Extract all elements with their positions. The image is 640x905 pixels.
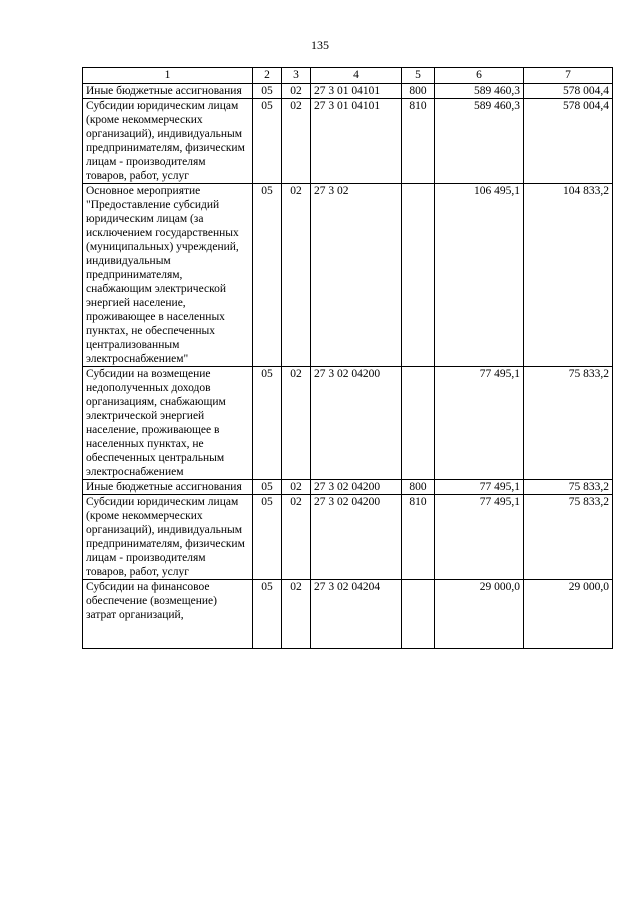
table-row <box>83 580 613 649</box>
row-name: Субсидии юридическим лицам (кроме некоммерческих организаций), индивидуальным предпринимателям, физическим лицам - производителям товаров, работ, услуг <box>83 99 253 184</box>
row-amount-2: 75 833,2 <box>524 495 613 580</box>
row-amount-2: 578 004,4 <box>524 84 613 99</box>
row-subsection: 02 <box>282 480 311 495</box>
row-subsection: 02 <box>282 367 311 480</box>
column-header: 4 <box>311 68 402 84</box>
row-section: 05 <box>253 184 282 367</box>
row-subsection: 02 <box>282 84 311 99</box>
table-row <box>83 367 613 480</box>
column-header: 1 <box>83 68 253 84</box>
row-expense-type <box>402 184 435 367</box>
row-name: Основное мероприятие "Предоставление субсидий юридическим лицам (за исключением государственных (муниципальных) учреждений, индивидуальным предпринимателям, снабжающим электрической энергией население, проживающее в населенных пунктах, не обеспеченных централизованным электроснабжением" <box>83 184 253 367</box>
row-expense-type <box>402 367 435 480</box>
row-subsection: 02 <box>282 580 311 649</box>
row-amount-1: 106 495,1 <box>435 184 524 367</box>
row-subsection: 02 <box>282 184 311 367</box>
column-header: 2 <box>253 68 282 84</box>
table-row <box>83 84 613 99</box>
row-expense-type: 800 <box>402 84 435 99</box>
row-section: 05 <box>253 495 282 580</box>
row-expense-type: 800 <box>402 480 435 495</box>
row-amount-2: 75 833,2 <box>524 480 613 495</box>
row-target-code: 27 3 02 <box>311 184 402 367</box>
table-row <box>83 99 613 184</box>
column-header: 3 <box>282 68 311 84</box>
row-amount-1: 29 000,0 <box>435 580 524 649</box>
row-expense-type <box>402 580 435 649</box>
budget-table <box>82 67 613 649</box>
row-target-code: 27 3 02 04200 <box>311 480 402 495</box>
table-row <box>83 480 613 495</box>
row-target-code: 27 3 02 04200 <box>311 367 402 480</box>
row-section: 05 <box>253 580 282 649</box>
column-header: 7 <box>524 68 613 84</box>
row-amount-2: 578 004,4 <box>524 99 613 184</box>
row-expense-type: 810 <box>402 495 435 580</box>
row-section: 05 <box>253 99 282 184</box>
row-subsection: 02 <box>282 495 311 580</box>
row-amount-1: 77 495,1 <box>435 495 524 580</box>
row-name: Субсидии на финансовое обеспечение (возмещение) затрат организаций, <box>83 580 253 649</box>
row-name: Субсидии на возмещение недополученных доходов организациям, снабжающим электрической энергией население, проживающее в населенных пунктах, не обеспеченных центральным электроснабжением <box>83 367 253 480</box>
row-amount-2: 75 833,2 <box>524 367 613 480</box>
row-amount-1: 589 460,3 <box>435 99 524 184</box>
header-row <box>83 68 613 84</box>
row-target-code: 27 3 02 04200 <box>311 495 402 580</box>
row-section: 05 <box>253 480 282 495</box>
row-name: Иные бюджетные ассигнования <box>83 480 253 495</box>
row-amount-2: 104 833,2 <box>524 184 613 367</box>
table-row <box>83 495 613 580</box>
row-amount-1: 77 495,1 <box>435 480 524 495</box>
column-header: 6 <box>435 68 524 84</box>
page-number: 135 <box>311 38 329 52</box>
row-section: 05 <box>253 367 282 480</box>
row-subsection: 02 <box>282 99 311 184</box>
table-row <box>83 184 613 367</box>
row-section: 05 <box>253 84 282 99</box>
row-amount-1: 77 495,1 <box>435 367 524 480</box>
column-header: 5 <box>402 68 435 84</box>
row-target-code: 27 3 02 04204 <box>311 580 402 649</box>
row-name: Иные бюджетные ассигнования <box>83 84 253 99</box>
row-target-code: 27 3 01 04101 <box>311 84 402 99</box>
row-name: Субсидии юридическим лицам (кроме некоммерческих организаций), индивидуальным предпринимателям, физическим лицам - производителям товаров, работ, услуг <box>83 495 253 580</box>
row-target-code: 27 3 01 04101 <box>311 99 402 184</box>
row-amount-1: 589 460,3 <box>435 84 524 99</box>
row-amount-2: 29 000,0 <box>524 580 613 649</box>
row-expense-type: 810 <box>402 99 435 184</box>
